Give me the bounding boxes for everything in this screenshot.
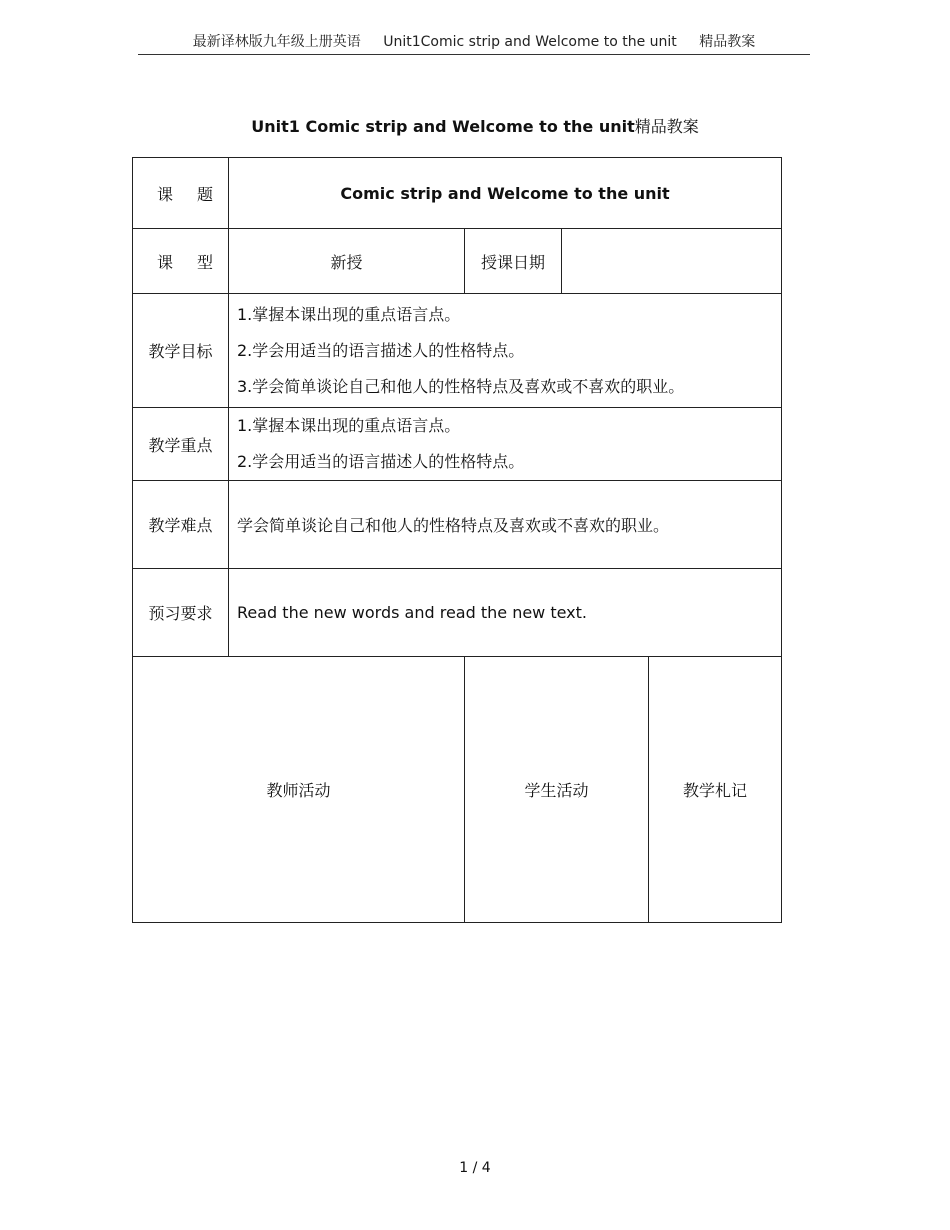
key-points-cell	[229, 408, 782, 481]
lesson-date-value	[562, 229, 782, 294]
lesson-date-label: 授课日期	[465, 229, 562, 294]
teaching-notes-header: 教学札记	[649, 657, 782, 923]
topic-label: 课题	[133, 158, 229, 229]
difficulty-value: 学会简单谈论自己和他人的性格特点及喜欢或不喜欢的职业。	[229, 481, 782, 569]
header-right-text: 精品教案	[699, 34, 756, 50]
preview-row	[133, 569, 782, 657]
activities-row	[133, 657, 782, 923]
difficulty-label: 教学难点	[133, 481, 229, 569]
lesson-type-label: 课型	[133, 229, 229, 294]
topic-row	[133, 158, 782, 229]
objective-item: 2.学会用适当的语言描述人的性格特点。	[237, 340, 525, 360]
document-title-cn: 精品教案	[634, 117, 699, 136]
lesson-plan-table	[132, 157, 782, 923]
objectives-cell	[229, 294, 782, 408]
key-point-item: 2.学会用适当的语言描述人的性格特点。	[237, 452, 525, 471]
difficulty-row	[133, 481, 782, 569]
lesson-type-row	[133, 229, 782, 294]
objectives-row	[133, 294, 782, 408]
running-header	[138, 30, 810, 55]
header-middle-text: Unit1Comic strip and Welcome to the unit	[383, 34, 677, 50]
topic-value: Comic strip and Welcome to the unit	[229, 158, 782, 229]
document-title-en: Unit1 Comic strip and Welcome to the unit	[251, 117, 635, 136]
objective-item: 1.掌握本课出现的重点语言点。	[237, 304, 461, 324]
teacher-activity-header: 教师活动	[133, 657, 465, 923]
preview-label: 预习要求	[133, 569, 229, 657]
objectives-label: 教学目标	[133, 294, 229, 408]
key-point-item: 1.掌握本课出现的重点语言点。	[237, 416, 461, 435]
student-activity-header: 学生活动	[465, 657, 649, 923]
objective-item: 3.学会简单谈论自己和他人的性格特点及喜欢或不喜欢的职业。	[237, 376, 685, 396]
preview-value: Read the new words and read the new text.	[229, 569, 782, 657]
header-left-text: 最新译林版九年级上册英语	[192, 34, 361, 50]
key-points-row	[133, 408, 782, 481]
document-title	[0, 115, 950, 139]
key-points-label: 教学重点	[133, 408, 229, 481]
page-number: 1 / 4	[459, 1160, 491, 1176]
lesson-type-value: 新授	[229, 229, 465, 294]
